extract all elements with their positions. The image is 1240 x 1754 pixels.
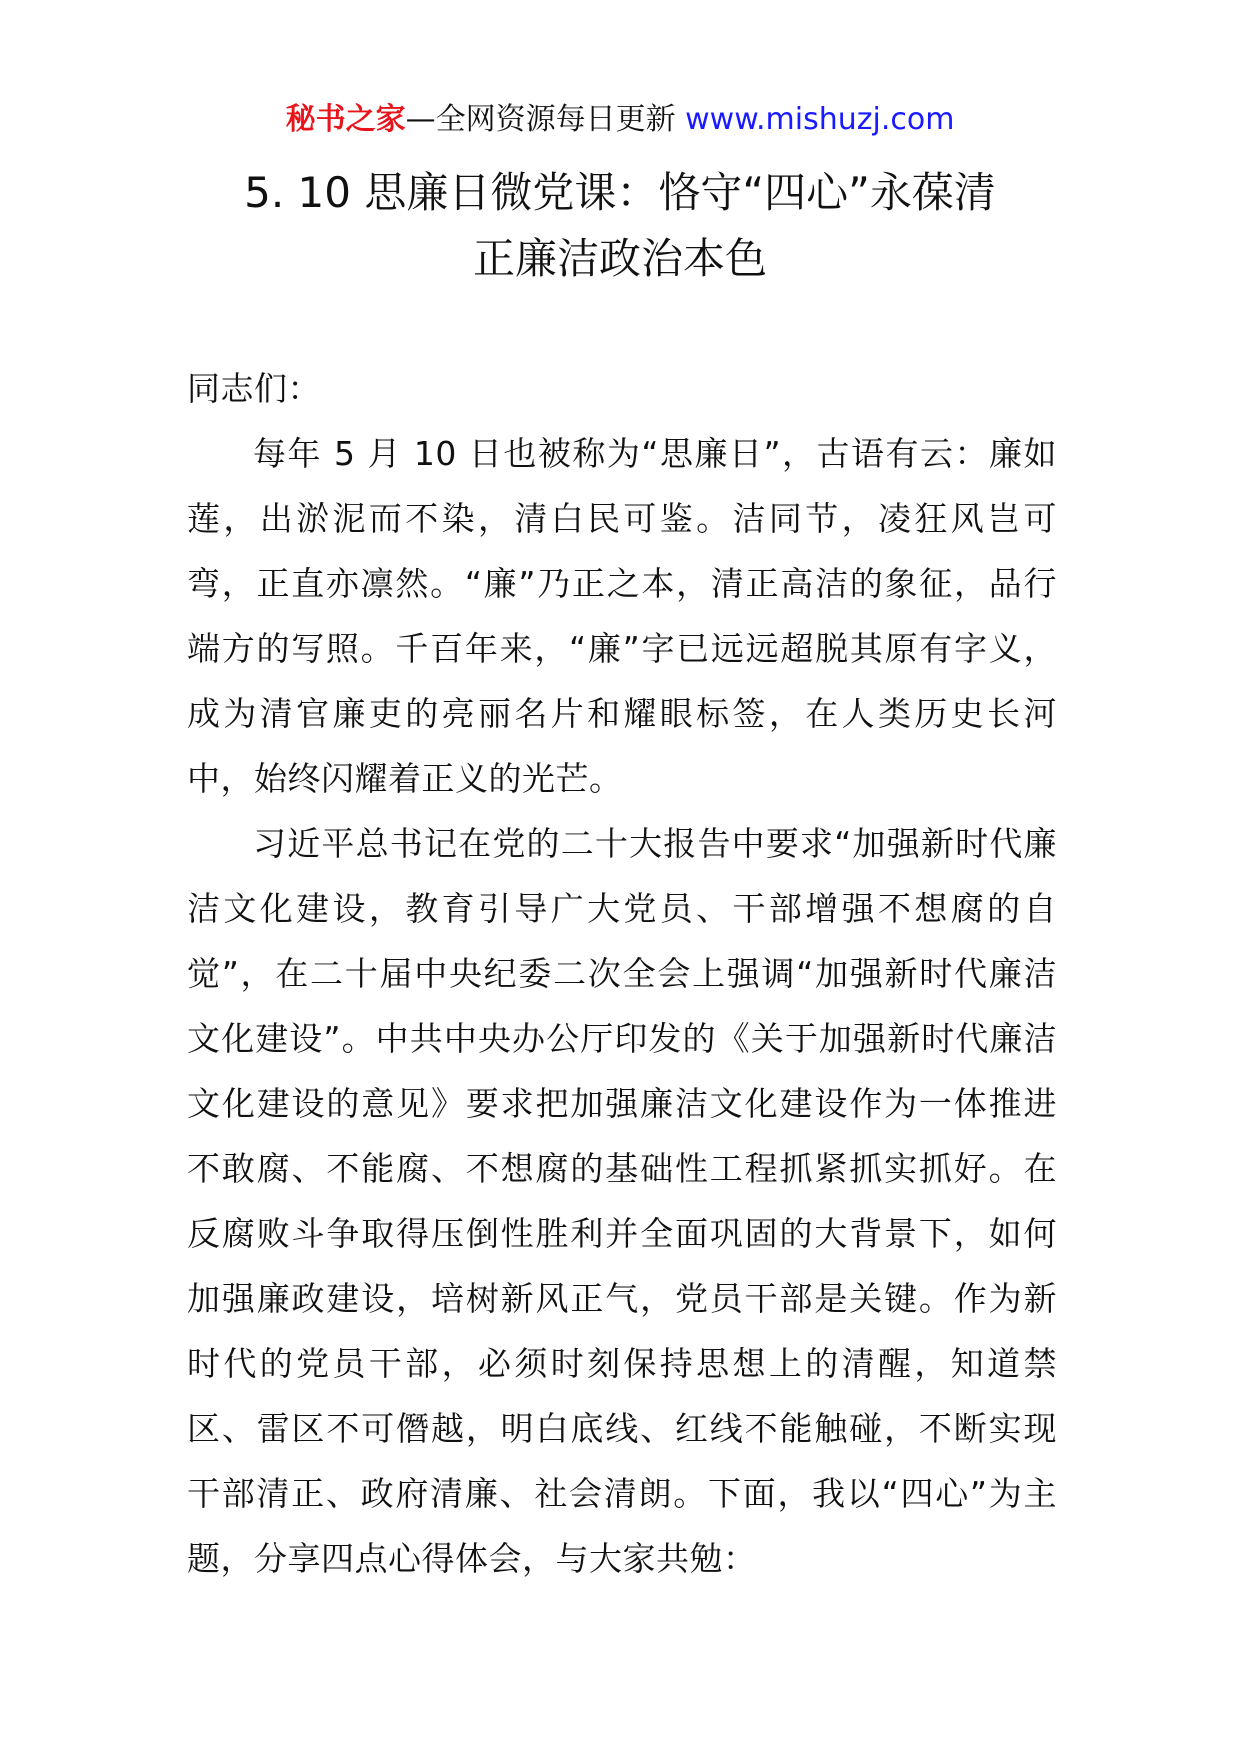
site-brand: 秘书之家: [285, 102, 406, 137]
site-url[interactable]: www.mishuzj.com: [685, 102, 955, 137]
title-line-2: 正廉洁政治本色: [472, 234, 767, 283]
site-tagline: —全网资源每日更新: [405, 102, 686, 137]
site-header: [0, 100, 1240, 140]
salutation: 同志们：: [187, 369, 321, 408]
document-body: [187, 356, 1057, 1591]
paragraph-2: 习近平总书记在党的二十大报告中要求“加强新时代廉洁文化建设，教育引导广大党员、干部增强不想腐的自觉”，在二十届中央纪委二次全会上强调“加强新时代廉洁文化建设”。中共中央办公厅印发的《关于加强新时代廉洁文化建设的意见》要求把加强廉洁文化建设作为一体推进不敢腐、不能腐、不想腐的基础性工程抓紧抓实抓好。在反腐败斗争取得压倒性胜利并全面巩固的大背景下，如何加强廉政建设，培树新风正气，党员干部是关键。作为新时代的党员干部，必须时刻保持思想上的清醒，知道禁区、雷区不可僭越，明白底线、红线不能触碰，不断实现干部清正、政府清廉、社会清朗。下面，我以“四心”为主题，分享四点心得体会，与大家共勉：: [187, 824, 1057, 1578]
title-line-1: 5. 10 思廉日微党课：恪守“四心”永葆清: [244, 168, 996, 217]
document-title: [180, 160, 1060, 292]
paragraph-1: 每年 5 月 10 日也被称为“思廉日”，古语有云：廉如莲，出淤泥而不染，清白民可鉴。洁同节，凌狂风岂可弯，正直亦凛然。“廉”乃正之本，清正高洁的象征，品行端方的写照。千百年来，“廉”字已远远超脱其原有字义，成为清官廉吏的亮丽名片和耀眼标签，在人类历史长河中，始终闪耀着正义的光芒。: [187, 434, 1057, 798]
